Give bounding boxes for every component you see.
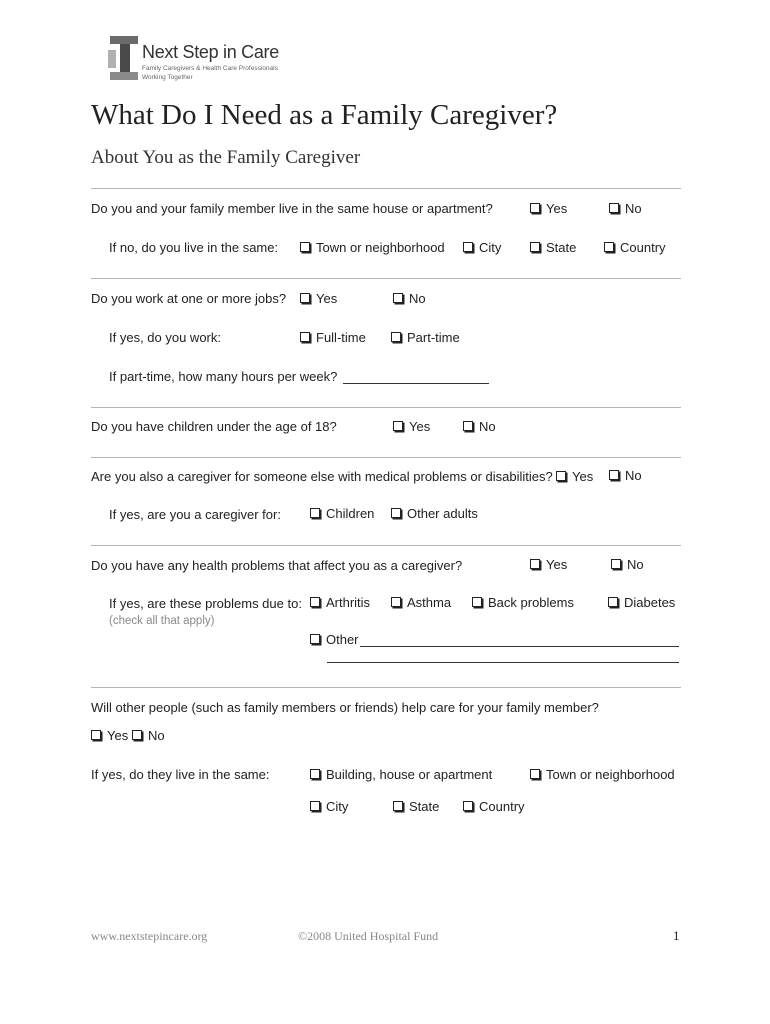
q4-children-checkbox[interactable]: Children	[310, 506, 374, 521]
checkbox-icon	[393, 801, 403, 811]
divider	[91, 188, 681, 189]
checkbox-icon	[91, 730, 101, 740]
section-title: About You as the Family Caregiver	[91, 147, 361, 168]
q5-no-checkbox[interactable]: No	[611, 557, 644, 572]
q6-city-checkbox[interactable]: City	[310, 799, 348, 814]
checkbox-icon	[393, 293, 403, 303]
page-title: What Do I Need as a Family Caregiver?	[91, 99, 558, 131]
logo-mark-icon	[108, 34, 142, 82]
checkbox-icon	[310, 634, 320, 644]
q6-state-checkbox[interactable]: State	[393, 799, 439, 814]
q2-yes-checkbox[interactable]: Yes	[300, 291, 337, 306]
q4-follow-up: If yes, are you a caregiver for:	[109, 507, 281, 522]
logo	[108, 34, 288, 84]
checkbox-icon	[472, 597, 482, 607]
q2-hours-input-line[interactable]	[343, 383, 489, 384]
q2-question: Do you work at one or more jobs?	[91, 291, 287, 306]
q5-follow-up: If yes, are these problems due to:	[109, 596, 302, 611]
q1-country-checkbox[interactable]: Country	[604, 240, 666, 255]
checkbox-icon	[310, 769, 320, 779]
checkbox-icon	[611, 559, 621, 569]
q3-no-checkbox[interactable]: No	[463, 419, 496, 434]
q6-no-checkbox[interactable]: No	[132, 728, 165, 743]
divider	[91, 457, 681, 458]
checkbox-icon	[132, 730, 142, 740]
checkbox-icon	[530, 769, 540, 779]
checkbox-icon	[300, 332, 310, 342]
checkbox-icon	[310, 508, 320, 518]
q6-building-checkbox[interactable]: Building, house or apartment	[310, 767, 492, 782]
q6-town-checkbox[interactable]: Town or neighborhood	[530, 767, 675, 782]
divider	[91, 687, 681, 688]
q5-other-checkbox[interactable]: Other	[310, 632, 359, 647]
q4-other-adults-checkbox[interactable]: Other adults	[391, 506, 478, 521]
checkbox-icon	[300, 293, 310, 303]
checkbox-icon	[556, 471, 566, 481]
q5-arthritis-checkbox[interactable]: Arthritis	[310, 595, 370, 610]
checkbox-icon	[391, 597, 401, 607]
q5-other-input-line[interactable]	[360, 646, 679, 647]
checkbox-icon	[609, 470, 619, 480]
footer-copyright: ©2008 United Hospital Fund	[298, 929, 439, 943]
checkbox-icon	[609, 203, 619, 213]
q5-question: Do you have any health problems that affect you as a caregiver?	[91, 558, 463, 573]
checkbox-icon	[608, 597, 618, 607]
q1-no-checkbox[interactable]: No	[609, 201, 642, 216]
checkbox-icon	[530, 559, 540, 569]
q1-state-checkbox[interactable]: State	[530, 240, 576, 255]
q2-parttime-checkbox[interactable]: Part-time	[391, 330, 460, 345]
divider	[91, 278, 681, 279]
q6-follow-up: If yes, do they live in the same:	[91, 767, 270, 782]
q6-question: Will other people (such as family members or friends) help care for your family member?	[91, 700, 599, 715]
checkbox-icon	[530, 203, 540, 213]
checkbox-icon	[310, 597, 320, 607]
q3-question: Do you have children under the age of 18?	[91, 419, 337, 434]
q2-follow-up: If yes, do you work:	[109, 330, 221, 345]
q4-no-checkbox[interactable]: No	[609, 468, 642, 483]
q1-city-checkbox[interactable]: City	[463, 240, 501, 255]
q5-yes-checkbox[interactable]: Yes	[530, 557, 567, 572]
logo-name: Next Step in Care	[142, 42, 279, 62]
logo-tagline-2: Working Together	[142, 74, 193, 81]
q5-back-problems-checkbox[interactable]: Back problems	[472, 595, 574, 610]
logo-tagline-1: Family Caregivers & Health Care Professionals	[142, 65, 278, 72]
q3-yes-checkbox[interactable]: Yes	[393, 419, 430, 434]
q5-diabetes-checkbox[interactable]: Diabetes	[608, 595, 675, 610]
q4-question: Are you also a caregiver for someone else with medical problems or disabilities?	[91, 469, 553, 484]
q2-hours-label: If part-time, how many hours per week?	[109, 369, 338, 384]
q1-follow-up: If no, do you live in the same:	[109, 240, 279, 255]
checkbox-icon	[300, 242, 310, 252]
q1-yes-checkbox[interactable]: Yes	[530, 201, 567, 216]
checkbox-icon	[530, 242, 540, 252]
q5-other-input-line-2[interactable]	[327, 662, 679, 663]
checkbox-icon	[391, 508, 401, 518]
q2-no-checkbox[interactable]: No	[393, 291, 426, 306]
checkbox-icon	[391, 332, 401, 342]
page-number: 1	[673, 928, 680, 943]
checkbox-icon	[310, 801, 320, 811]
checkbox-icon	[463, 801, 473, 811]
divider	[91, 407, 681, 408]
checkbox-icon	[463, 421, 473, 431]
q5-asthma-checkbox[interactable]: Asthma	[391, 595, 451, 610]
q5-note: (check all that apply)	[109, 615, 215, 627]
q1-question: Do you and your family member live in the same house or apartment?	[91, 201, 493, 216]
q1-town-checkbox[interactable]: Town or neighborhood	[300, 240, 445, 255]
checkbox-icon	[604, 242, 614, 252]
q6-country-checkbox[interactable]: Country	[463, 799, 525, 814]
divider	[91, 545, 681, 546]
checkbox-icon	[463, 242, 473, 252]
q2-fulltime-checkbox[interactable]: Full-time	[300, 330, 366, 345]
checkbox-icon	[393, 421, 403, 431]
q4-yes-checkbox[interactable]: Yes	[556, 469, 593, 484]
footer-url: www.nextstepincare.org	[91, 929, 208, 943]
q6-yes-checkbox[interactable]: Yes	[91, 728, 128, 743]
